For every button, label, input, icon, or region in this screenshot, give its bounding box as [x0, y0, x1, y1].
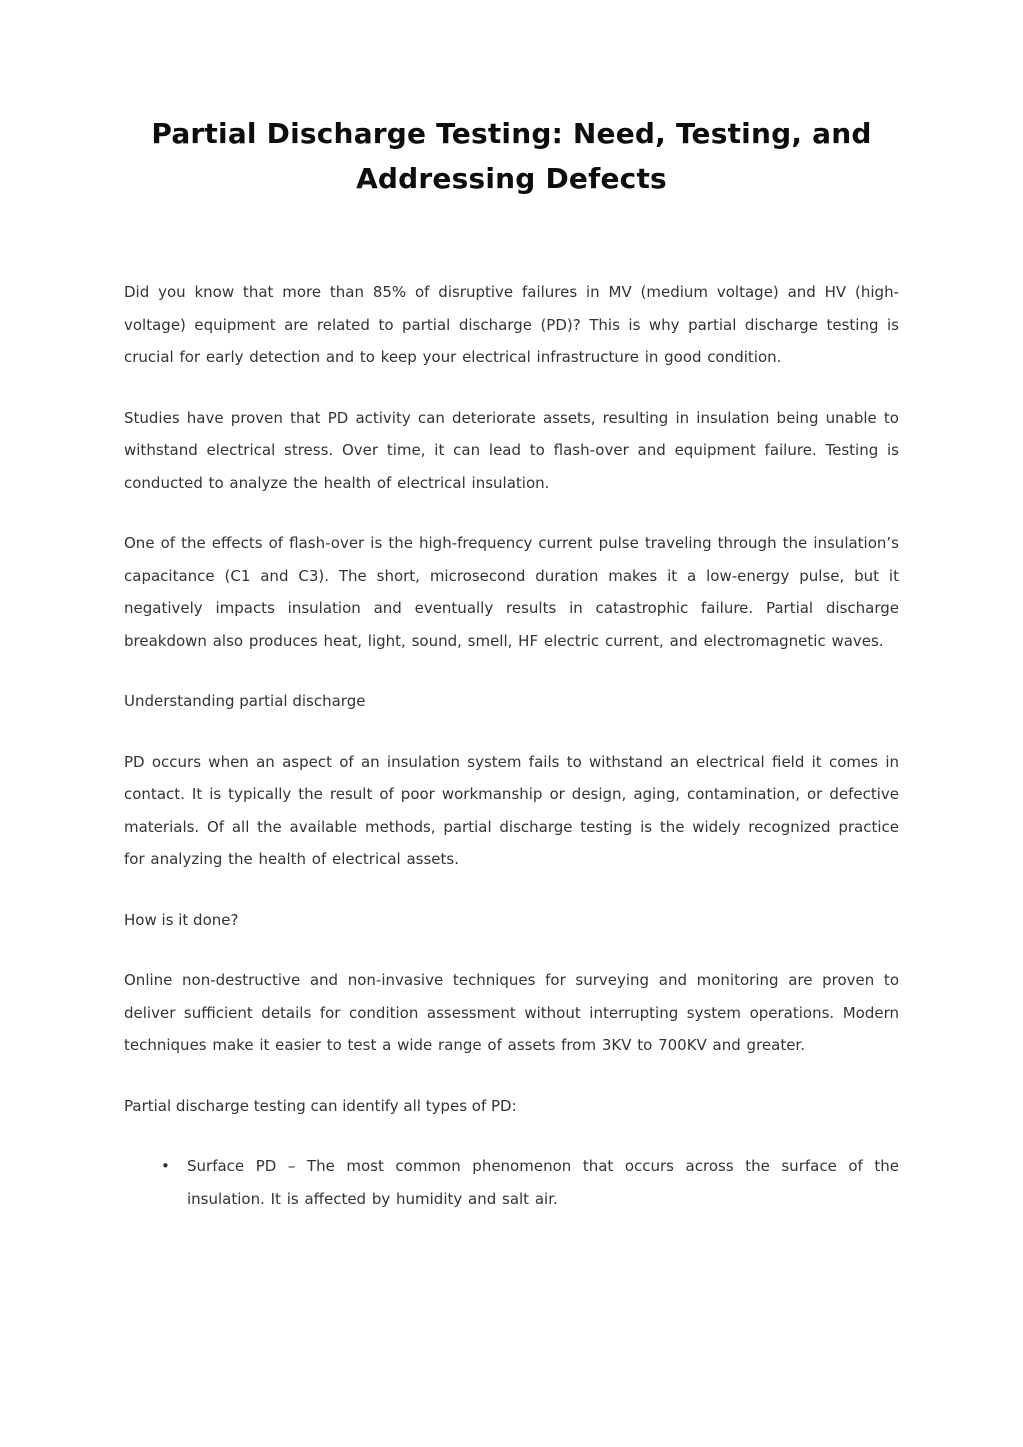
paragraph-pd-occurrence: PD occurs when an aspect of an insulation system fails to withstand an electrical field it comes in contact. It is typically the result of poor workmanship or design, aging, contamination, or defective materials. Of all the available methods, partial discharge testing is the widely recognized practice for analyzing the health of electrical assets. — [124, 752, 899, 868]
paragraph-online-techniques: Online non-destructive and non-invasive techniques for surveying and monitoring are proven to deliver sufficient details for condition assessment without interrupting system operations. Modern techniques make it easier to test a wide range of assets from 3KV to 700KV and greater. — [124, 971, 899, 1054]
list-lead-in: Partial discharge testing can identify all types of PD: — [124, 1096, 517, 1115]
paragraph-studies: Studies have proven that PD activity can deteriorate assets, resulting in insulation being unable to withstand electrical stress. Over time, it can lead to flash-over and equipment failure. Testing is conducted to analyze the health of electrical insulation. — [124, 408, 899, 492]
list-item-text: Surface PD – The most common phenomenon that occurs across the surface of the insulation. It is affected by humidity and salt air. — [187, 1157, 899, 1208]
paragraph-intro: Did you know that more than 85% of disruptive failures in MV (medium voltage) and HV (high-voltage) equipment are related to partial discharge (PD)? This is why partial discharge testing is crucial for early detection and to keep your electrical infrastructure in good condition. — [124, 283, 899, 366]
pd-types-list — [124, 1150, 899, 1215]
bullet-icon: • — [161, 1157, 170, 1175]
section-heading-how-is-it-done: How is it done? — [124, 910, 239, 929]
paragraph-flashover-effects: One of the effects of flash-over is the high-frequency current pulse traveling through the insulation’s capacitance (C1 and C3). The short, microsecond duration makes it a low-energy pulse, but it negatively impacts insulation and eventually results in catastrophic failure. Partial discharge breakdown also produces heat, light, sound, smell, HF electric current, and electromagnetic waves. — [124, 534, 899, 650]
list-item-surface-pd — [124, 1150, 899, 1215]
document-title: Partial Discharge Testing: Need, Testing, and Addressing Defects — [151, 117, 872, 195]
section-heading-understanding-pd: Understanding partial discharge — [124, 692, 366, 710]
